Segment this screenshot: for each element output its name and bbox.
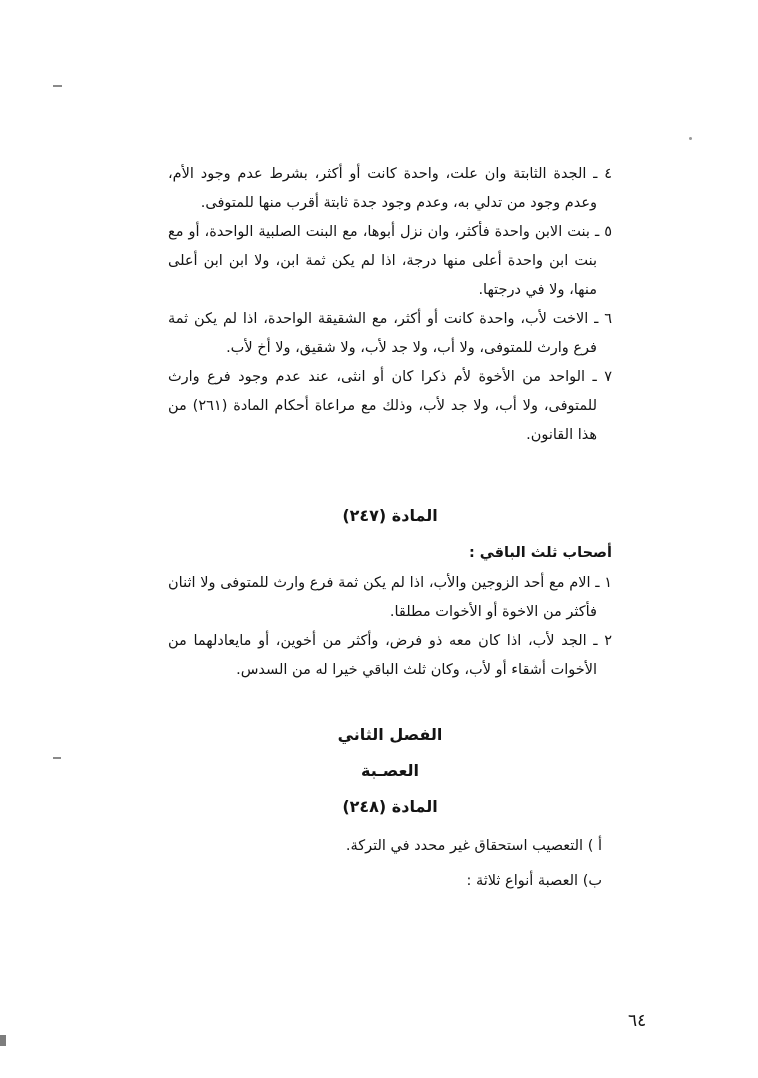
item-marker: ب) bbox=[582, 873, 602, 889]
item-marker: ٧ ـ bbox=[592, 369, 613, 385]
item-marker: ٤ ـ bbox=[593, 166, 612, 182]
item-text: العصبة أنواع ثلاثة : bbox=[466, 873, 579, 889]
item-text: بنت الابن واحدة فأكثر، وان نزل أبوها، مع البنت الصلبية الواحدة، أو مع بنت ابن واحدة أعلى منها درجة، اذا لم يكن ثمة ابن، ولا ابن ابن أعلى منها، ولا في درجتها. bbox=[168, 224, 597, 298]
page-number: ٦٤ bbox=[628, 1011, 647, 1031]
list-item bbox=[168, 864, 612, 899]
chapter-subtitle: العصـبة bbox=[361, 761, 419, 780]
item-marker: ٢ ـ bbox=[593, 633, 612, 649]
list-item bbox=[168, 569, 612, 627]
item-text: الجد لأب، اذا كان معه ذو فرض، وأكثر من أخوين، أو مايعادلهما من الأخوات أشقاء أو لأب، وكان ثلث الباقي خيرا له من السدس. bbox=[168, 633, 597, 678]
scan-artifact bbox=[53, 85, 62, 87]
item-marker: ١ ـ bbox=[595, 575, 613, 591]
scan-artifact bbox=[689, 137, 692, 140]
article-248-items bbox=[168, 829, 612, 899]
list-item bbox=[168, 160, 612, 218]
item-text: الجدة الثابتة وان علت، واحدة كانت أو أكثر، بشرط عدم وجود الأم، وعدم وجود من تدلي به، وعدم وجود جدة ثابتة أقرب منها للمتوفى. bbox=[168, 166, 597, 211]
item-text: الواحد من الأخوة لأم ذكرا كان أو انثى، عند عدم وجود فرع وارث للمتوفى، ولا أب، ولا جد لأب، وذلك مع مراعاة أحكام المادة (٢٦١) من هذا القانون. bbox=[168, 369, 597, 443]
article-247-lead: أصحاب ثلث الباقي : bbox=[468, 545, 612, 561]
list-item bbox=[168, 305, 612, 363]
article-247-heading: المادة (٢٤٧) bbox=[342, 506, 438, 525]
item-marker: أ ) bbox=[587, 838, 602, 854]
item-text: التعصيب استحقاق غير محدد في التركة. bbox=[345, 838, 584, 854]
item-text: الام مع أحد الزوجين والأب، اذا لم يكن ثمة فرع وارث للمتوفى ولا اثنان فأكثر من الاخوة أو الأخوات مطلقا. bbox=[168, 575, 597, 620]
chapter-title: الفصل الثاني bbox=[337, 725, 443, 744]
scan-artifact bbox=[53, 757, 61, 759]
article-248-heading: المادة (٢٤٨) bbox=[342, 797, 438, 816]
item-marker: ٦ ـ bbox=[594, 311, 613, 327]
list-item bbox=[168, 627, 612, 685]
chapter-heading-block bbox=[168, 717, 612, 825]
item-text: الاخت لأب، واحدة كانت أو أكثر، مع الشقيقة الواحدة، اذا لم يكن ثمة فرع وارث للمتوفى، ولا أب، ولا جد لأب، ولا شقيق، ولا أخ لأب. bbox=[168, 311, 597, 356]
list-item bbox=[168, 829, 612, 864]
list-item bbox=[168, 363, 612, 450]
list-item bbox=[168, 218, 612, 305]
scan-artifact bbox=[0, 1035, 6, 1046]
text-column bbox=[168, 160, 612, 899]
item-marker: ٥ ـ bbox=[594, 224, 613, 240]
